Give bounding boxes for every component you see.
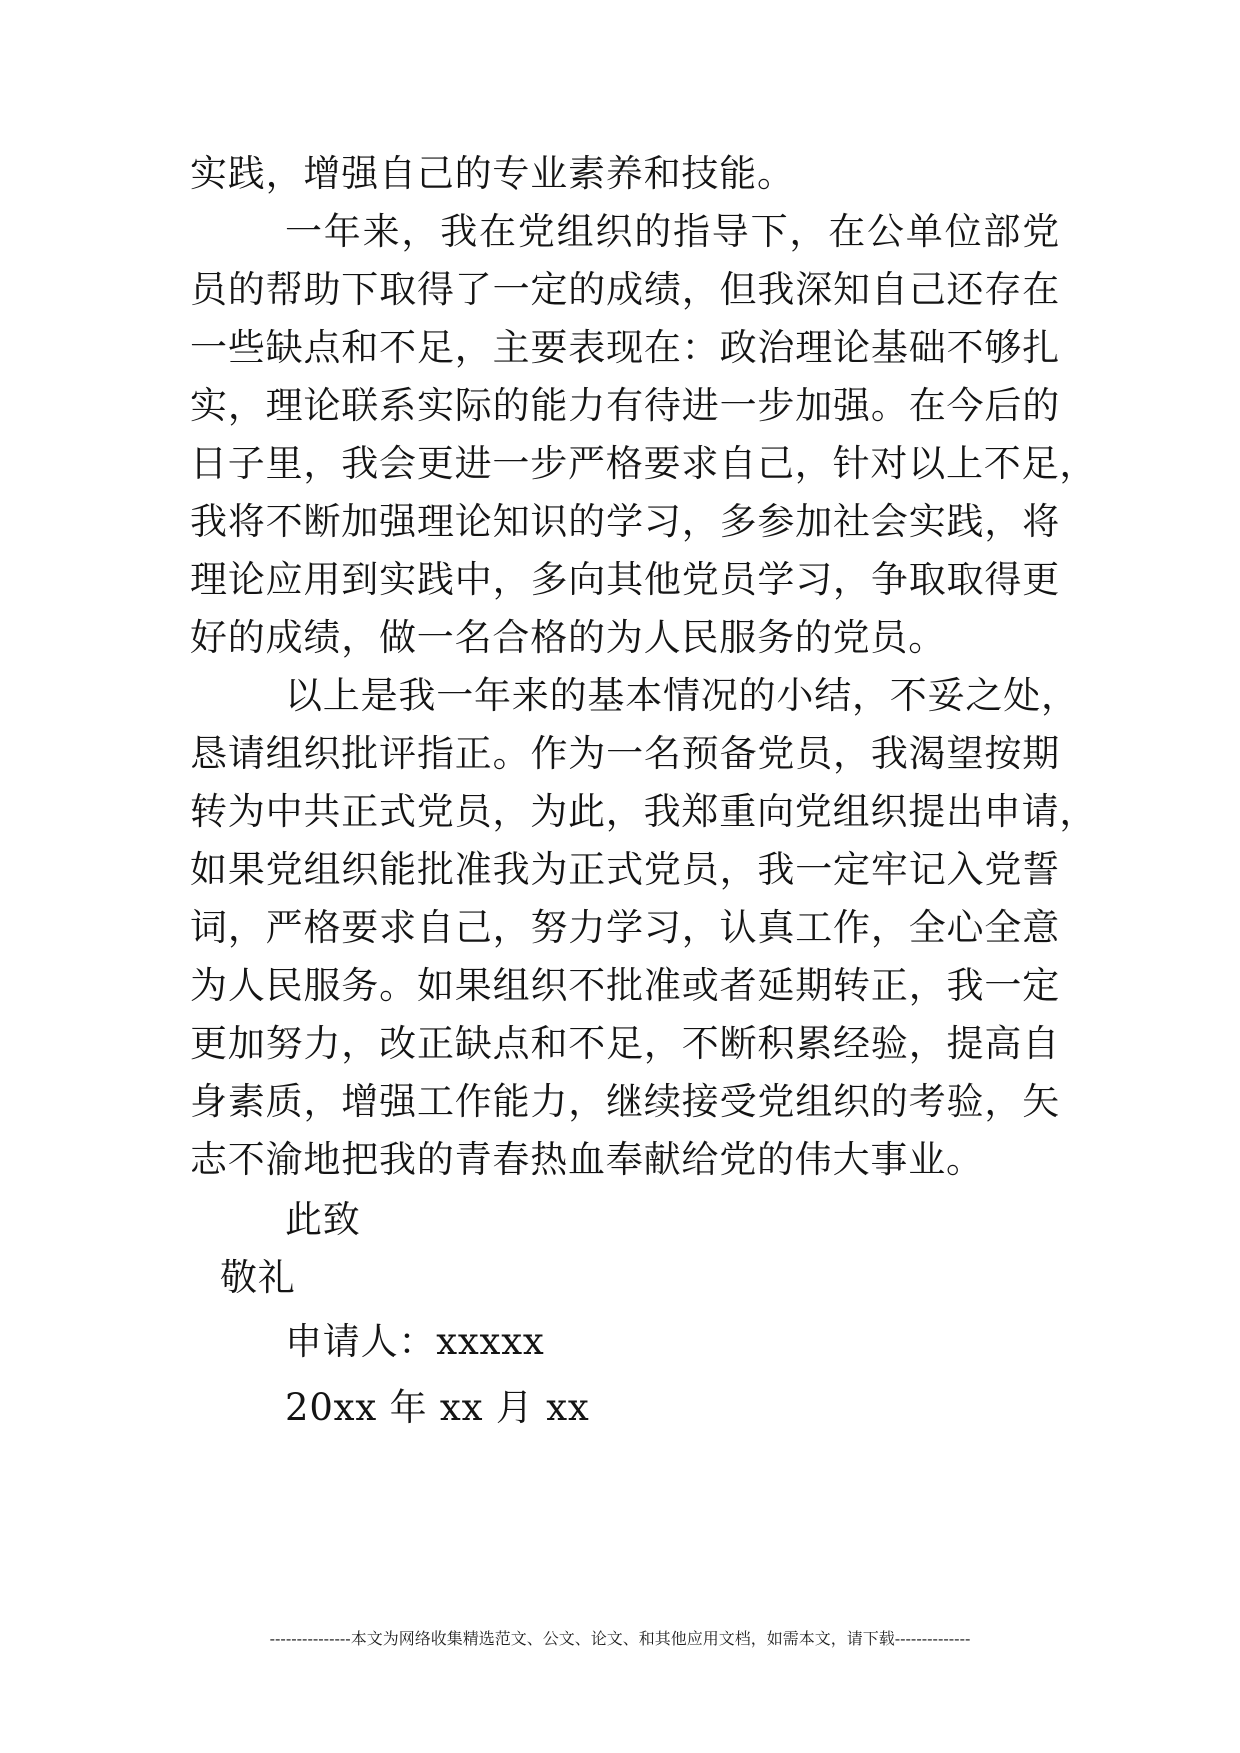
closing-regards: 敬礼 [220,1256,296,1299]
text-line: 以上是我一年来的基本情况的小结，不妥之处， [285,674,1079,717]
text-line: 恳请组织批评指正。作为一名预备党员，我渴望按期 [190,732,1060,775]
text-line: 志不渝地把我的青春热血奉献给党的伟大事业。 [190,1138,984,1181]
signature-date: 20xx 年 xx 月 xx [285,1386,590,1429]
closing-salutation: 此致 [285,1198,361,1241]
text-line: 身素质，增强工作能力，继续接受党组织的考验，矢 [190,1080,1060,1123]
text-line: 词，严格要求自己，努力学习，认真工作，全心全意 [190,906,1060,949]
text-line: 一年来，我在党组织的指导下，在公单位部党 [285,210,1060,253]
text-line: 为人民服务。如果组织不批准或者延期转正，我一定 [190,964,1060,1007]
text-line: 转为中共正式党员，为此，我郑重向党组织提出申请， [190,790,1098,833]
footer-note: ---------------本文为网络收集精选范文、公文、论文、和其他应用文档，如需本文，请下载-------------- [269,1629,971,1648]
text-line: 一些缺点和不足，主要表现在：政治理论基础不够扎 [190,326,1060,369]
applicant-signature: 申请人：xxxxx [285,1320,545,1363]
text-line: 好的成绩，做一名合格的为人民服务的党员。 [190,616,946,659]
text-line: 我将不断加强理论知识的学习，多参加社会实践，将 [190,500,1060,543]
text-line: 员的帮助下取得了一定的成绩，但我深知自己还存在 [190,268,1060,311]
text-line: 实践，增强自己的专业素养和技能。 [190,152,795,195]
text-line: 实，理论联系实际的能力有待进一步加强。在今后的 [190,384,1060,427]
text-line: 理论应用到实践中，多向其他党员学习，争取取得更 [190,558,1060,601]
text-line: 日子里，我会更进一步严格要求自己，针对以上不足， [190,442,1098,485]
text-line: 如果党组织能批准我为正式党员，我一定牢记入党誓 [190,848,1060,891]
text-line: 更加努力，改正缺点和不足，不断积累经验，提高自 [190,1022,1060,1065]
